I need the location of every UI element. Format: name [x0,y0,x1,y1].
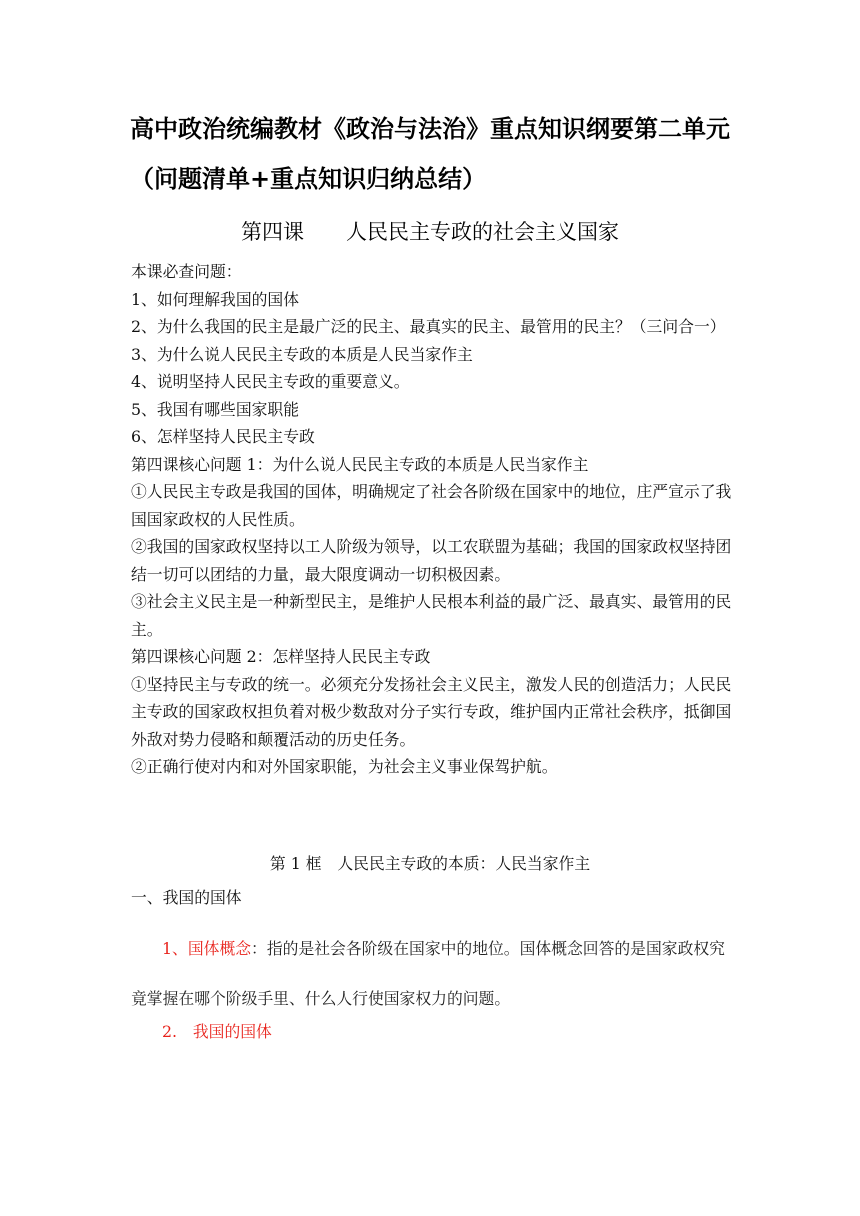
list-item: 5、我国有哪些国家职能 [131,399,300,419]
list-item: 2、为什么我国的民主是最广泛的民主、最真实的民主、最管用的民主？（三问合一） [131,317,726,336]
core-question-1-point: ①人民民主专政是我国的国体，明确规定了社会各阶级在国家中的地位，庄严宣示了我国国家政权的人民性质。 [131,482,732,529]
core-question-2-point: ①坚持民主与专政的统一。必须充分发扬社会主义民主，激发人民的创造活力；人民民主专政的国家政权担负着对极少数敌对分子实行专政，维护国内正常社会秩序，抵御国外敌对势力侵略和颠覆活动的历史任务。 [131,674,732,749]
core-question-1-point: ③社会主义民主是一种新型民主，是维护人民根本利益的最广泛、最真实、最管用的民主。 [131,592,732,639]
list-item: 4、说明坚持人民民主专政的重要意义。 [131,372,410,391]
subheading-our-state-system: 2. 我国的国体 [162,1022,272,1041]
concept-paragraph [131,924,736,1024]
core-question-2-heading: 第四课核心问题 2：怎样坚持人民民主专政 [131,647,431,666]
core-question-1-heading: 第四课核心问题 1：为什么说人民民主专政的本质是人民当家作主 [131,454,589,474]
section-heading: 一、我国的国体 [131,888,242,907]
concept-text: ：指的是社会各阶级在国家中的地位。国体概念回答的是国家政权究竟掌握在哪个阶级手里、什么人行使国家权力的问题。 [131,939,725,1008]
core-question-2-point: ②正确行使对内和对外国家职能，为社会主义事业保驾护航。 [131,757,558,776]
lesson-heading: 第四课 人民民主专政的社会主义国家 [241,220,619,244]
frame-heading: 第 1 框 人民民主专政的本质：人民当家作主 [269,854,591,873]
document-title: 高中政治统编教材《政治与法治》重点知识纲要第二单元（问题清单+重点知识归纳总结） [130,115,730,193]
list-item: 6、怎样坚持人民民主专政 [131,427,315,446]
must-check-section [131,258,733,781]
core-question-1-point: ②我国的国家政权坚持以工人阶级为领导，以工农联盟为基础；我国的国家政权坚持团结一切可以团结的力量，最大限度调动一切积极因素。 [131,537,732,584]
list-item: 1、如何理解我国的国体 [131,289,300,309]
must-check-heading: 本课必查问题： [131,262,242,281]
concept-label: 1、国体概念 [162,939,252,958]
list-item: 3、为什么说人民民主专政的本质是人民当家作主 [131,344,473,364]
